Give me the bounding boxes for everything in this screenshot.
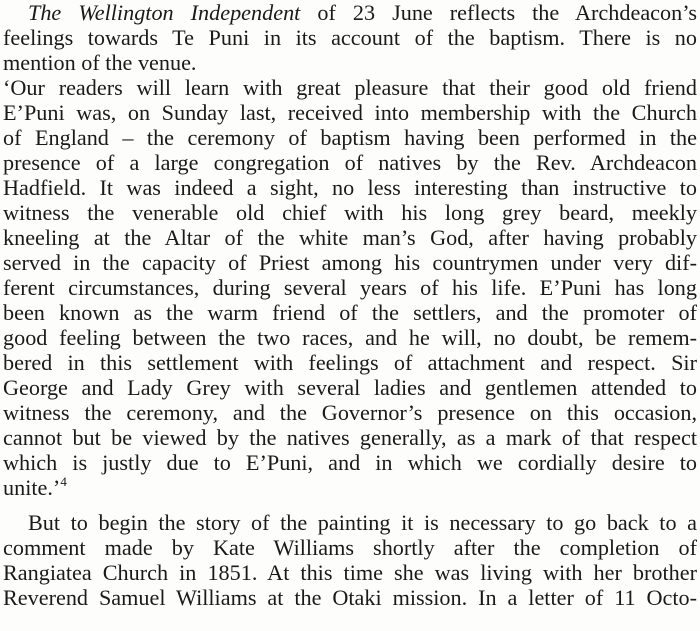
quote-line	[3, 475, 697, 500]
paragraph-gap	[3, 500, 697, 510]
quote-line: good feeling between the two races, and he will, no doubt, be remem-	[3, 325, 697, 350]
text-line: Rangiatea Church in 1851. At this time she was living with her brother	[3, 560, 697, 585]
quote-line: presence of a large congregation of natives by the Rev. Archdeacon	[3, 150, 697, 175]
body-text	[3, 0, 697, 610]
quote-line: cannot but be viewed by the natives generally, as a mark of that respect	[3, 425, 697, 450]
text-line: comment made by Kate Williams shortly after the completion of	[3, 535, 697, 560]
text-line: But to begin the story of the painting it is necessary to go back to a	[28, 510, 697, 535]
quote-line: served in the capacity of Priest among his countrymen under very dif-	[3, 250, 697, 275]
quote-line: George and Lady Grey with several ladies and gentlemen attended to	[3, 375, 697, 400]
quotation	[3, 75, 697, 500]
text-line: feelings towards Te Puni in its account of the baptism. There is no	[3, 25, 697, 50]
quote-line: witness the ceremony, and the Governor’s presence on this occasion,	[3, 400, 697, 425]
text-run: of 23 June reflects the Archdeacon’s	[300, 0, 697, 25]
quote-line: ‘Our readers will learn with great pleasure that their good old friend	[3, 75, 697, 100]
quote-end: unite.’	[3, 475, 61, 500]
quote-line: of England – the ceremony of baptism having been performed in the	[3, 125, 697, 150]
newspaper-title: The Wellington Independent	[28, 0, 301, 25]
text-line	[3, 0, 697, 25]
quote-line: which is justly due to E’Puni, and in which we cordially desire to	[3, 450, 697, 475]
quote-line: been known as the warm friend of the settlers, and the promoter of	[3, 300, 697, 325]
paragraph-1	[3, 0, 697, 75]
quote-line: bered in this settlement with feelings of attachment and respect. Sir	[3, 350, 697, 375]
quote-line: E’Puni was, on Sunday last, received into membership with the Church	[3, 100, 697, 125]
quote-line: ferent circumstances, during several years of his life. E’Puni has long	[3, 275, 697, 300]
paragraph-2	[3, 510, 697, 610]
text-line: Reverend Samuel Williams at the Otaki mission. In a letter of 11 Octo-	[3, 585, 697, 610]
text-line: mention of the venue.	[3, 50, 197, 75]
footnote-marker[interactable]: 4	[60, 474, 67, 489]
quote-line: Hadfield. It was indeed a sight, no less interesting than instructive to	[3, 175, 697, 200]
quote-line: witness the venerable old chief with his long grey beard, meekly	[3, 200, 697, 225]
quote-line: kneeling at the Altar of the white man’s God, after having probably	[3, 225, 697, 250]
